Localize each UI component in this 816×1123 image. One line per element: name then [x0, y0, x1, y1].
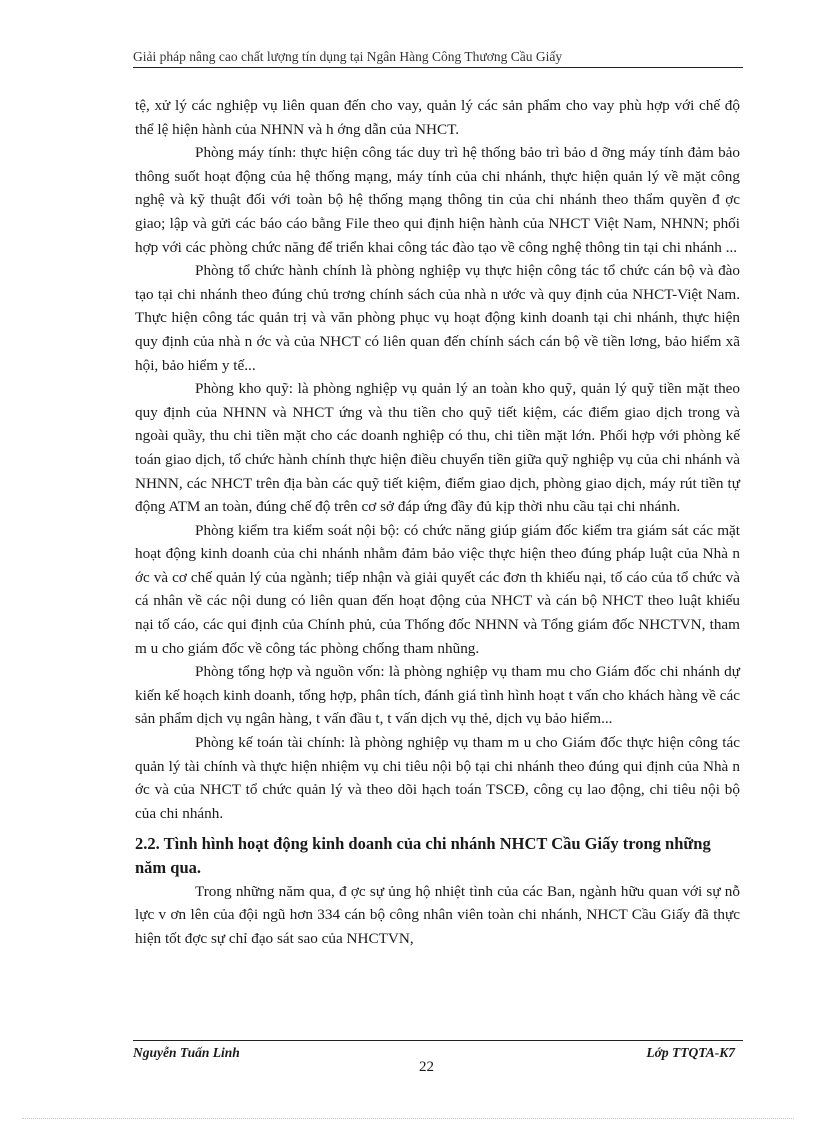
- header-title: Giải pháp nâng cao chất lượng tín dụng tại Ngân Hàng Công Thương Cầu Giấy: [133, 49, 563, 64]
- paragraph-accounting-department: Phòng kế toán tài chính: là phòng nghiệp vụ tham m u cho Giám đốc thực hiện công tác quản lý tài chính và thực hiện nhiệm vụ chi tiêu nội bộ tại chi nhánh theo đúng qui định của Nhà n ớc và của NHCT tổ chức quản lý và theo dõi hạch toán TSCĐ, công cụ lao động, chi tiêu nội bộ của chi nhánh.: [135, 734, 740, 822]
- main-content: [135, 94, 740, 950]
- paragraph-computer-department: Phòng máy tính: thực hiện công tác duy trì hệ thống bảo trì bảo d ỡng máy tính đảm bảo thông suốt hoạt động của hệ thống mạng, máy tính của chi nhánh, thực hiện quản lý về mặt công nghệ và kỹ thuật đối với toàn bộ hệ thống mạng thông tin của chi nhánh theo thẩm quyền đ ợc giao; lập và gửi các báo cáo bằng File theo qui định hiện hành của NHCT Việt Nam, NHNN; phối hợp với các phòng chức năng để triển khai công tác đào tạo về công nghệ thông tin tại chi nhánh ...: [135, 144, 740, 256]
- paragraph-internal-audit-department: Phòng kiểm tra kiểm soát nội bộ: có chức năng giúp giám đốc kiểm tra giám sát các mặt hoạt động kinh doanh của chi nhánh nhằm đảm bảo việc thực hiện theo đúng pháp luật của Nhà n ớc và cơ chế quản lý của ngành; tiếp nhận và giải quyết các đơn th khiếu nại, tố cáo của tổ chức và cá nhân về các nội dung có liên quan đến hoạt động của NHCT và cán bộ NHCT theo luật khiếu nại tố cáo, các qui định của Chính phủ, của Thống đốc NHNN và Tổng giám đốc NHCTVN, tham m u cho giám đốc về công tác phòng chống tham nhũng.: [135, 521, 740, 657]
- page-bottom-divider: [22, 1118, 794, 1119]
- paragraph-planning-department: Phòng tổng hợp và nguồn vốn: là phòng nghiệp vụ tham mu cho Giám đốc chi nhánh dự kiến kế hoạch kinh doanh, tổng hợp, phân tích, đánh giá tình hình hoạt t vấn cho khách hàng về các sản phẩm dịch vụ ngân hàng, t vấn đầu t, t vấn dịch vụ thẻ, dịch vụ bảo hiểm...: [135, 663, 740, 728]
- page-number: 22: [419, 1059, 434, 1075]
- section-paragraph: Trong những năm qua, đ ợc sự ủng hộ nhiệt tình của các Ban, ngành hữu quan với sự nỗ lực v ơn lên của đội ngũ hơn 334 cán bộ công nhân viên toàn chi nhánh, NHCT Cầu Giấy đã thực hiện tốt đợc sự chỉ đạo sát sao của NHCTVN,: [135, 882, 740, 947]
- page-header: [133, 47, 743, 68]
- paragraph-admin-department: Phòng tổ chức hành chính là phòng nghiệp vụ thực hiện công tác tổ chức cán bộ và đào tạo tại chi nhánh theo đúng chủ trơng chính sách của nhà n ước và quy định của NHCT-Việt Nam. Thực hiện công tác quản trị và văn phòng phục vụ hoạt động kinh doanh tại chi nhánh, thực hiện quy định của nhà n ớc và của NHCT có liên quan đến chính sách cán bộ về tiền lơng, bảo hiểm xã hội, bảo hiểm y tế...: [135, 262, 740, 374]
- paragraph-continued: tệ, xử lý các nghiệp vụ liên quan đến cho vay, quản lý các sản phẩm cho vay phù hợp với chế độ thể lệ hiện hành của NHNN và h ớng dẫn của NHCT.: [135, 97, 740, 138]
- footer-class: Lớp TTQTA-K7: [646, 1045, 735, 1060]
- page-footer: [133, 1040, 743, 1075]
- section-heading: 2.2. Tình hình hoạt động kinh doanh của chi nhánh NHCT Cầu Giấy trong những năm qua.: [135, 834, 711, 877]
- paragraph-treasury-department: Phòng kho quỹ: là phòng nghiệp vụ quản lý an toàn kho quỹ, quản lý quỹ tiền mặt theo quy định của NHNN và NHCT ứng và thu tiền cho quỹ tiết kiệm, các điểm giao dịch trong và ngoài quầy, thu chi tiền mặt cho các doanh nghiệp có thu, chi tiền mặt lớn. Phối hợp với phòng kế toán giao dịch, tổ chức hành chính thực hiện điều chuyển tiền giữa quỹ nghiệp vụ của chi nhánh và NHNN, các NHCT trên địa bàn các quỹ tiết kiệm, điểm giao dịch, phòng giao dịch, máy rút tiền tự động ATM an toàn, đúng chế độ trên cơ sở đáp ứng đầy đủ kịp thời nhu cầu tại chi nhánh.: [135, 380, 740, 516]
- footer-author: Nguyễn Tuấn Linh: [133, 1045, 240, 1060]
